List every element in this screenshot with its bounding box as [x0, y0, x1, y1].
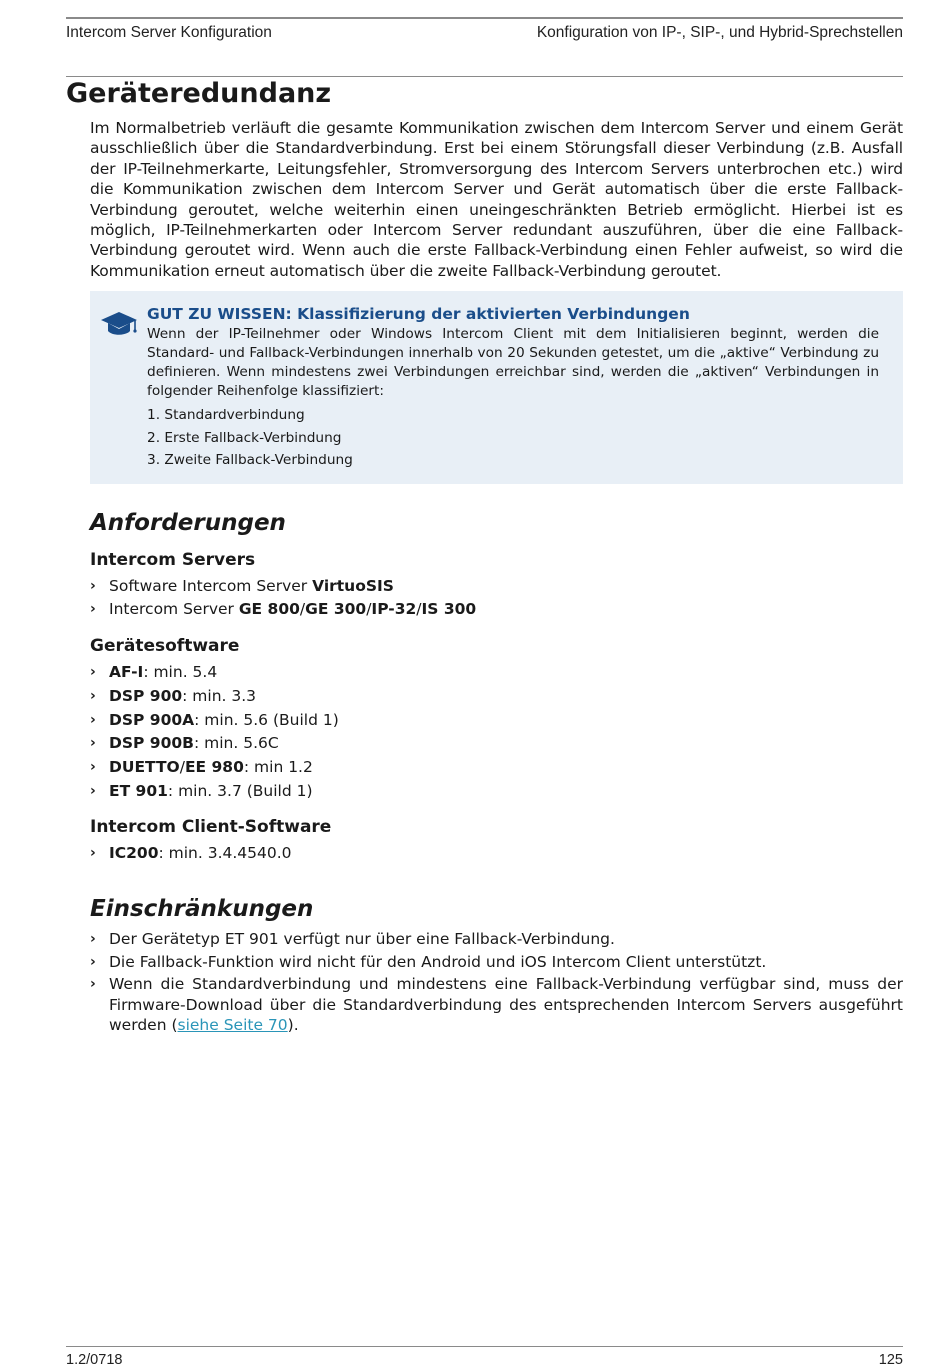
subheading-device-software: Gerätesoftware [90, 636, 240, 657]
chevron-right-icon: › [90, 976, 96, 993]
page-number: 125 [878, 1352, 903, 1368]
header-right-text: Konfiguration von IP-, SIP-, und Hybrid-Sprechstellen [536, 24, 903, 41]
list-item: › IC200: min. 3.4.4540.0 [90, 842, 903, 866]
subheading-intercom-servers: Intercom Servers [90, 549, 256, 570]
header-divider [66, 76, 903, 77]
chevron-right-icon: › [90, 687, 96, 704]
page-footer [66, 1346, 903, 1368]
chevron-right-icon: › [90, 735, 96, 752]
section-heading-restrictions: Einschränkungen [90, 896, 314, 923]
list-item: › ET 901: min. 3.7 (Build 1) [90, 780, 903, 804]
chevron-right-icon: › [90, 758, 96, 775]
list-item: › DUETTO/EE 980: min 1.2 [90, 756, 903, 780]
note-list-item: 1. Standardverbindung [147, 407, 305, 424]
device-software-list [90, 661, 903, 803]
info-note-box [90, 291, 903, 484]
chevron-right-icon: › [90, 782, 96, 799]
note-title: GUT ZU WISSEN: Klassifizierung der aktivierten Verbindungen [147, 305, 690, 324]
document-version: 1.2/0718 [66, 1352, 123, 1368]
header-left-text: Intercom Server Konfiguration [66, 24, 272, 41]
note-list-item: 3. Zweite Fallback-Verbindung [147, 452, 353, 469]
chevron-right-icon: › [90, 577, 96, 594]
list-item: › DSP 900A: min. 5.6 (Build 1) [90, 709, 903, 733]
chevron-right-icon: › [90, 931, 96, 948]
list-item: › DSP 900B: min. 5.6C [90, 732, 903, 756]
chevron-right-icon: › [90, 601, 96, 618]
list-item: › Die Fallback-Funktion wird nicht für den Android und iOS Intercom Client unterstützt. [90, 952, 767, 971]
subheading-client-software: Intercom Client-Software [90, 817, 332, 838]
graduation-cap-icon [100, 309, 138, 343]
chevron-right-icon: › [90, 664, 96, 681]
note-body: Wenn der IP-Teilnehmer oder Windows Intercom Client mit dem Initialisieren beginnt, werden die Standard- und Fallback-Verbindungen innerhalb von 20 Sekunden getestet, um die „aktive“ Verbindung zu definieren. Wenn mindestens zwei Verbindungen erreichbar sind, werden die „aktiven“ Verbindungen in folgender Reihenfolge klassifiziert: [147, 326, 879, 400]
list-item: › Wenn die Standardverbindung und mindestens eine Fallback-Verbindung verfügbar sind, muss der Firmware-Download über die Standardverbindung des entsprechenden Intercom Servers ausgeführt werden (siehe Seite 70). [90, 975, 903, 1035]
note-list-item: 2. Erste Fallback-Verbindung [147, 429, 342, 446]
note-list [147, 404, 879, 472]
server-list [90, 575, 903, 622]
page-title: Geräteredundanz [66, 78, 332, 109]
restrictions-list [90, 929, 903, 1036]
intro-paragraph: Im Normalbetrieb verläuft die gesamte Kommunikation zwischen dem Intercom Server und einem Gerät ausschließlich über die Standardverbindung. Erst bei einem Störungsfall dieser Verbindung (z.B. Ausfall der IP-Teilnehmerkarte, Leitungsfehler, Stromversorgung des Intercom Servers unterbrochen etc.) wird die Kommunikation zwischen dem Intercom Server und Gerät automatisch über die erste Fallback-Verbindung geroutet, welche weiterhin einen uneingeschränkten Betrieb ermöglicht. Hierbei ist es möglich, IP-Teilnehmerkarten oder Intercom Server redundant auszuführen, über die eine Fallback-Verbindung geroutet wird. Wenn auch die erste Fallback-Verbindung einen Fehler aufweist, so wird die Kommunikation erneut automatisch über die zweite Fallback-Verbindung geroutet. [90, 119, 903, 280]
page-header [66, 17, 903, 42]
chevron-right-icon: › [90, 845, 96, 862]
chevron-right-icon: › [90, 711, 96, 728]
client-software-list [90, 842, 903, 866]
list-item: › AF-I: min. 5.4 [90, 661, 903, 685]
list-item: › DSP 900: min. 3.3 [90, 685, 903, 709]
section-heading-requirements: Anforderungen [90, 509, 286, 536]
page-reference-link[interactable]: siehe Seite 70 [177, 1016, 288, 1035]
list-item: › Intercom Server GE 800/GE 300/IP-32/IS 300 [90, 598, 903, 622]
chevron-right-icon: › [90, 953, 96, 970]
list-item: › Der Gerätetyp ET 901 verfügt nur über eine Fallback-Verbindung. [90, 930, 615, 949]
main-content [90, 118, 903, 1038]
list-item: › Software Intercom Server VirtuoSIS [90, 575, 903, 599]
